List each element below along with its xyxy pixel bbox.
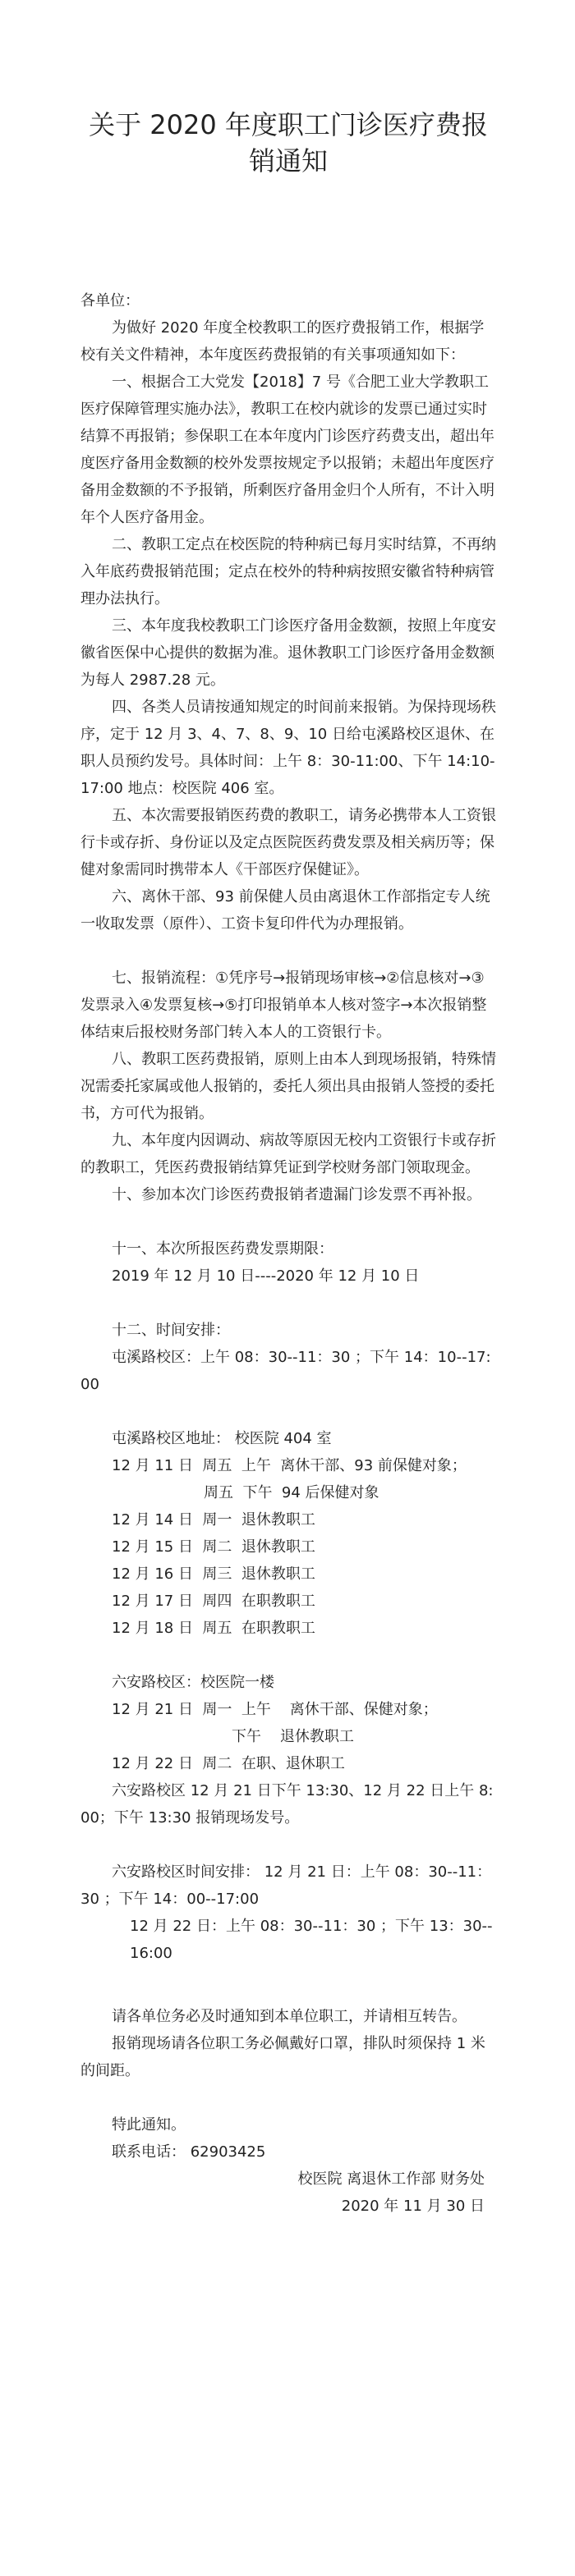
item-11-range: 2019 年 12 月 10 日----2020 年 12 月 10 日 <box>112 1267 420 1285</box>
item-1: 一、根据合工大党发【2018】7 号《合肥工业大学教职工医疗保障管理实施办法》，教职工在校内就诊的发票已通过实时结算不再报销；参保职工在本年度内门诊医疗药费支出，超出年度医疗备用金数额的校外发票按规定予以报销；未超出年度医疗备用金数额的不予报销，所剩医疗备用金归个人所有，不计入明年个人医疗备用金。 <box>80 374 494 526</box>
tunxi-schedule-row: 12 月 15 日 周二 退休教职工 <box>112 1538 315 1556</box>
item-3: 三、本年度我校教职工门诊医疗备用金数额，按照上年度安徽省医保中心提供的数据为准。退休教职工门诊医疗备用金数额为每人 2987.28 元。 <box>80 617 496 689</box>
tunxi-schedule-row: 12 月 14 日 周一 退休教职工 <box>112 1511 315 1529</box>
liuan-schedule-row: 12 月 21 日 周一 上午 离休干部、保健对象； <box>112 1701 438 1718</box>
item-10: 十、参加本次门诊医药费报销者遗漏门诊发票不再补报。 <box>112 1186 481 1203</box>
notice-date: 2020 年 11 月 30 日 <box>341 2198 485 2215</box>
signature: 校医院 离退休工作部 财务处 <box>297 2170 485 2188</box>
tunxi-schedule-row: 12 月 11 日 周五 上午 离休干部、93 前保健对象； <box>112 1457 467 1474</box>
liuan-note: 六安路校区 12 月 21 日下午 13:30、12 月 22 日上午 8:00；下午 13:30 报销现场发号。 <box>80 1782 494 1827</box>
liuan-location: 六安路校区：校医院一楼 <box>112 1674 274 1691</box>
tunxi-schedule-row: 12 月 18 日 周五 在职教职工 <box>112 1620 315 1637</box>
closing-paragraph-2: 报销现场请各位职工务必佩戴好口罩，排队时须保持 1 米的间距。 <box>80 2035 485 2079</box>
tunxi-schedule-row: 12 月 16 日 周三 退休教职工 <box>112 1565 315 1583</box>
liuan-hours-day1: 六安路校区时间安排： 12 月 21 日：上午 08：30--11：30 ；下午 14：00--17:00 <box>80 1863 492 1908</box>
special-notice: 特此通知。 <box>112 2116 186 2134</box>
contact-phone: 联系电话： 62903425 <box>112 2143 266 2161</box>
tunxi-schedule-row: 12 月 17 日 周四 在职教职工 <box>112 1593 315 1610</box>
item-9: 九、本年度内因调动、病故等原因无校内工资银行卡或存折的教职工，凭医药费报销结算凭证到学校财务部门领取现金。 <box>80 1132 496 1176</box>
tunxi-location: 屯溪路校区地址： 校医院 404 室 <box>112 1430 332 1447</box>
tunxi-schedule-extra: 周五 下午 94 后保健对象 <box>204 1484 380 1501</box>
item-6: 六、离休干部、93 前保健人员由离退休工作部指定专人统一收取发票（原件）、工资卡复印件代为办理报销。 <box>80 888 490 933</box>
item-5: 五、本次需要报销医药费的教职工，请务必携带本人工资银行卡或存折、身份证以及定点医院医药费发票及相关病历等；保健对象需同时携带本人《干部医疗保健证》。 <box>80 807 496 878</box>
intro-paragraph: 为做好 2020 年度全校教职工的医疗费报销工作，根据学校有关文件精神，本年度医药费报销的有关事项通知如下： <box>80 319 485 364</box>
page-title: 关于 2020 年度职工门诊医疗费报销通知 <box>89 109 488 176</box>
liuan-hours-day2: 12 月 22 日：上午 08：30--11：30 ；下午 13：30--16:00 <box>130 1918 493 1962</box>
liuan-schedule-row-afternoon: 下午 退休教职工 <box>232 1728 354 1745</box>
closing-paragraph-1: 请各单位务必及时通知到本单位职工，并请相互转告。 <box>112 2008 467 2025</box>
item-8: 八、教职工医药费报销，原则上由本人到现场报销，特殊情况需委托家属或他人报销的，委托人须出具由报销人签授的委托书，方可代为报销。 <box>80 1051 496 1122</box>
greeting: 各单位： <box>80 292 140 309</box>
item-7: 七、报销流程：①凭序号→报销现场审核→②信息核对→③发票录入④发票复核→⑤打印报销单本人核对签字→本次报销整体结束后报校财务部门转入本人的工资银行卡。 <box>80 969 487 1041</box>
tunxi-hours: 屯溪路校区：上午 08：30--11：30 ；下午 14：10--17:00 <box>80 1349 491 1393</box>
item-11-heading: 十一、本次所报医药费发票期限： <box>112 1240 334 1258</box>
liuan-schedule-row: 12 月 22 日 周二 在职、退休职工 <box>112 1755 345 1772</box>
item-12-heading: 十二、时间安排： <box>112 1322 230 1339</box>
item-4: 四、各类人员请按通知规定的时间前来报销。为保持现场秩序，定于 12 月 3、4、7、8、9、10 日给屯溪路校区退休、在职人员预约发号。具体时间：上午 8：30-11:00、下午 14:10-17:00 地点：校医院 406 室。 <box>80 699 496 797</box>
item-2: 二、教职工定点在校医院的特种病已每月实时结算，不再纳入年底药费报销范围；定点在校外的特种病按照安徽省特种病管理办法执行。 <box>80 536 496 607</box>
